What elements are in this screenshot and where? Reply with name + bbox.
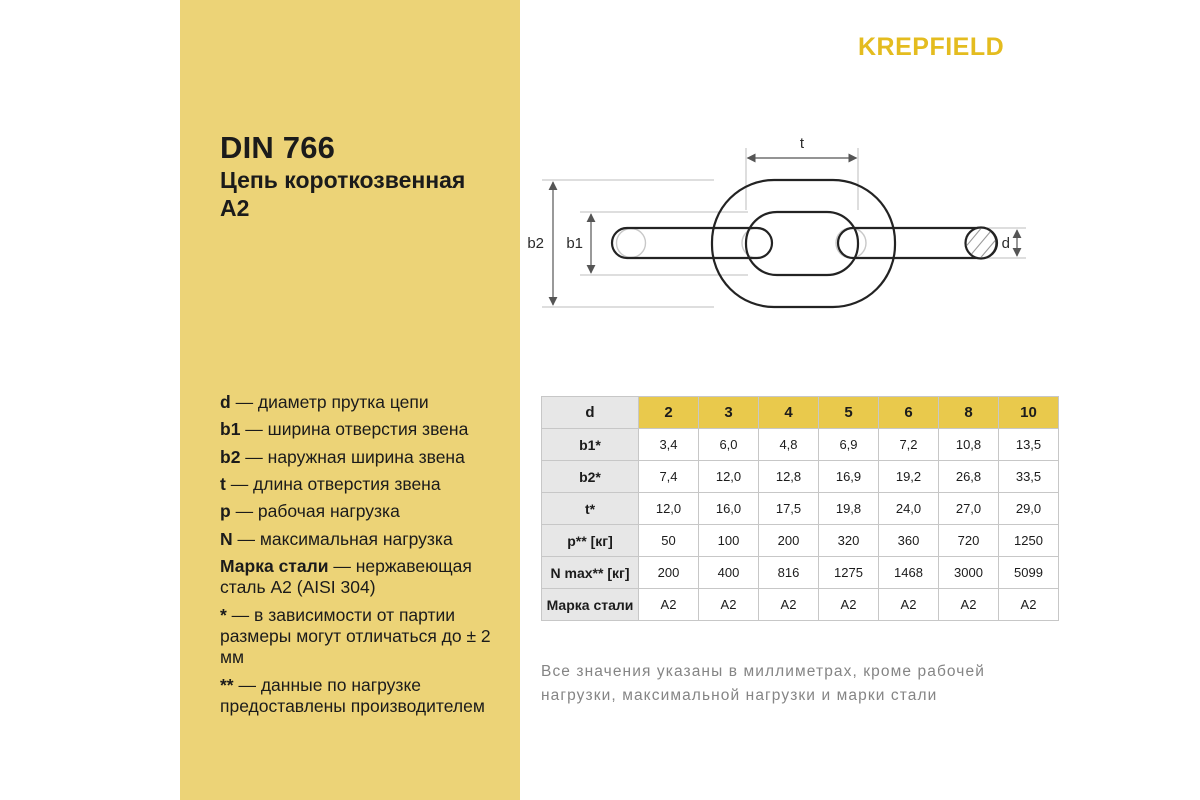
row-header: b2*: [542, 461, 639, 493]
title-standard: DIN 766: [220, 130, 336, 165]
table-cell: 200: [639, 557, 699, 589]
table-cell: 16,9: [819, 461, 879, 493]
legend-term: Марка стали: [220, 556, 329, 577]
table-cell: 3,4: [639, 429, 699, 461]
legend-term: b2: [220, 446, 241, 467]
yellow-panel: [180, 0, 520, 800]
chain-diagram: [520, 130, 1040, 330]
table-cell: 27,0: [939, 493, 999, 525]
table-cell: 17,5: [759, 493, 819, 525]
legend-item: [220, 474, 508, 495]
table-row: [542, 589, 1059, 621]
table-cell: 16,0: [699, 493, 759, 525]
size-column-header: 3: [699, 397, 759, 429]
table-cell: 200: [759, 525, 819, 557]
title-grade: A2: [220, 194, 250, 221]
size-column-header: 8: [939, 397, 999, 429]
table-cell: 320: [819, 525, 879, 557]
table-cell: A2: [699, 589, 759, 621]
legend-item: [220, 419, 508, 440]
table-cell: 720: [939, 525, 999, 557]
row-header: N max** [кг]: [542, 557, 639, 589]
dim-label-b2: b2: [527, 235, 544, 252]
table-row: [542, 557, 1059, 589]
table-cell: 19,8: [819, 493, 879, 525]
size-column-header: 10: [999, 397, 1059, 429]
table-cell: A2: [759, 589, 819, 621]
legend-desc: — ширина отверстия звена: [240, 419, 469, 440]
row-header: p** [кг]: [542, 525, 639, 557]
table-cell: A2: [999, 589, 1059, 621]
legend-item: [220, 556, 508, 599]
legend-item: [220, 392, 508, 413]
table-cell: 19,2: [879, 461, 939, 493]
table-cell: 26,8: [939, 461, 999, 493]
legend-term: p: [220, 501, 231, 522]
table-cell: 10,8: [939, 429, 999, 461]
spec-table: [541, 396, 1059, 621]
table-cell: 1250: [999, 525, 1059, 557]
legend-term: b1: [220, 419, 241, 440]
table-cell: 12,8: [759, 461, 819, 493]
legend-desc: — максимальная нагрузка: [232, 528, 453, 549]
units-note: Все значения указаны в миллиметрах, кроме рабочей нагрузки, максимальной нагрузки и марки стали: [541, 662, 985, 704]
dim-label-t: t: [799, 135, 805, 152]
legend-term: t: [220, 474, 226, 495]
table-cell: 816: [759, 557, 819, 589]
row-header: Марка стали: [542, 589, 639, 621]
row-header: t*: [542, 493, 639, 525]
page-title: [220, 131, 512, 222]
table-row: [542, 525, 1059, 557]
legend-desc: — нержавеющая сталь A2 (AISI 304): [220, 556, 472, 598]
table-cell: 33,5: [999, 461, 1059, 493]
title-product: Цепь короткозвенная: [220, 166, 466, 193]
dim-label-d: d: [1001, 235, 1010, 252]
legend-item: [220, 447, 508, 468]
spec-table-header-row: [542, 397, 1059, 429]
dim-label-b1: b1: [566, 235, 583, 252]
size-column-header: 2: [639, 397, 699, 429]
row-header: b1*: [542, 429, 639, 461]
table-cell: 13,5: [999, 429, 1059, 461]
legend-desc: — рабочая нагрузка: [230, 501, 400, 522]
table-cell: 360: [879, 525, 939, 557]
legend-desc: — наружная ширина звена: [240, 446, 465, 467]
legend-item: [220, 605, 508, 669]
legend-item: [220, 529, 508, 550]
table-cell: 1275: [819, 557, 879, 589]
legend-term: **: [220, 674, 234, 695]
table-cell: 50: [639, 525, 699, 557]
table-cell: A2: [879, 589, 939, 621]
table-cell: 12,0: [639, 493, 699, 525]
spec-table-body: [542, 429, 1059, 621]
table-cell: 12,0: [699, 461, 759, 493]
table-cell: 7,2: [879, 429, 939, 461]
legend-desc: — в зависимости от партии размеры могут отличаться до ± 2 мм: [220, 604, 491, 668]
legend-item: [220, 501, 508, 522]
table-cell: 5099: [999, 557, 1059, 589]
legend-term: N: [220, 528, 233, 549]
table-row: [542, 493, 1059, 525]
legend-item: [220, 675, 508, 718]
table-cell: A2: [939, 589, 999, 621]
size-column-header: 4: [759, 397, 819, 429]
corner-cell: d: [542, 397, 639, 429]
size-column-header: 5: [819, 397, 879, 429]
table-row: [542, 429, 1059, 461]
table-cell: 4,8: [759, 429, 819, 461]
legend-list: [220, 392, 508, 723]
legend-desc: — длина отверстия звена: [225, 474, 441, 495]
legend-term: d: [220, 392, 231, 412]
side-links: [612, 228, 997, 258]
size-column-header: 6: [879, 397, 939, 429]
table-cell: 1468: [879, 557, 939, 589]
brand-logo: KREPFIELD: [858, 33, 1005, 61]
table-cell: A2: [639, 589, 699, 621]
table-cell: 24,0: [879, 493, 939, 525]
table-row: [542, 461, 1059, 493]
table-cell: 6,9: [819, 429, 879, 461]
legend-term: *: [220, 604, 227, 625]
legend-desc: — данные по нагрузке предоставлены производителем: [220, 674, 485, 717]
table-cell: 400: [699, 557, 759, 589]
table-cell: 6,0: [699, 429, 759, 461]
wire-junction-guides: [617, 228, 867, 258]
legend-desc: — диаметр прутка цепи: [230, 392, 429, 412]
table-cell: 3000: [939, 557, 999, 589]
table-cell: 100: [699, 525, 759, 557]
center-link: [712, 180, 895, 307]
table-cell: 29,0: [999, 493, 1059, 525]
table-cell: 7,4: [639, 461, 699, 493]
table-cell: A2: [819, 589, 879, 621]
